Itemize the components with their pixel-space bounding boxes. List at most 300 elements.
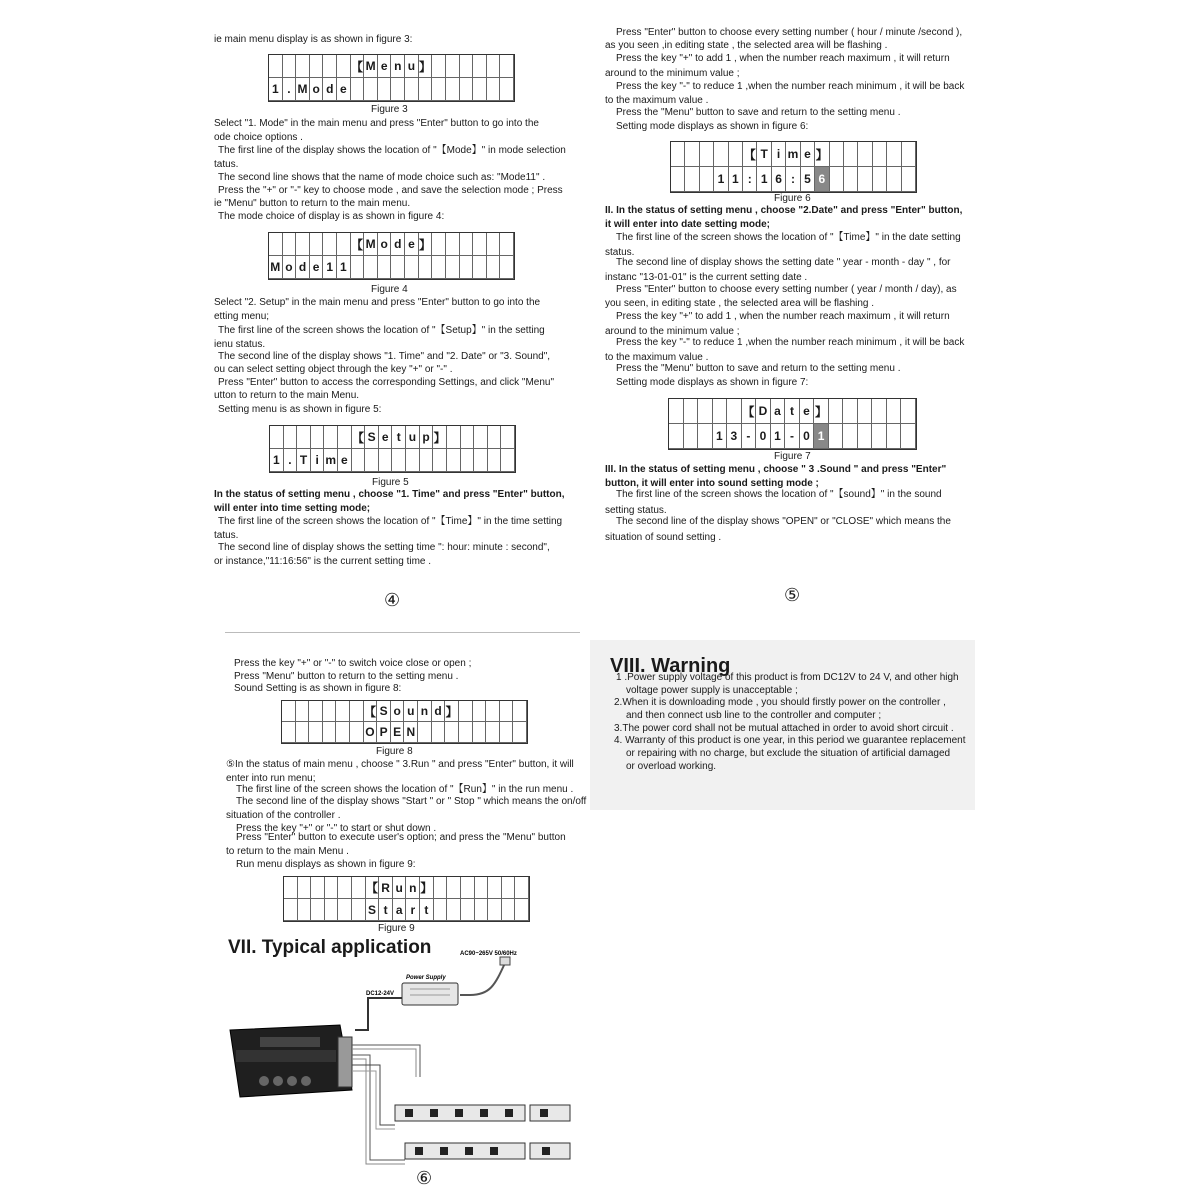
figure-6-caption: Figure 6 [774, 193, 811, 204]
section-title-warning: VIII. Warning [610, 655, 731, 677]
page5-text-line: Press "Enter" button to choose every setting number ( year / month / day), as [616, 284, 957, 295]
page4-text-line: The second line of display shows the setting time ": hour: minute : second", [218, 542, 550, 553]
lcd-cell [352, 449, 366, 472]
page-number-4: ④ [384, 590, 401, 611]
power-supply-icon [402, 983, 458, 1005]
lcd-cell: 0 [800, 424, 815, 449]
lcd-cell [419, 78, 433, 101]
lcd-cell [336, 701, 350, 722]
page6-text-line: Press the key "+" or "-" to start or shut down . [236, 823, 437, 834]
lcd-cell: e [378, 55, 392, 78]
lcd-cell [685, 167, 699, 192]
lcd-cell [729, 142, 743, 167]
lcd-cell: M [364, 55, 378, 78]
lcd-cell: e [800, 399, 815, 424]
lcd-cell [282, 722, 296, 743]
lcd-cell [858, 167, 872, 192]
figure-4-lcd [268, 232, 515, 280]
lcd-cell [447, 877, 461, 899]
lcd-cell [671, 167, 685, 192]
controller-device-icon [230, 1025, 352, 1097]
lcd-cell [500, 233, 514, 256]
lcd-cell [843, 424, 858, 449]
lcd-cell [270, 426, 284, 449]
page4-text-line: Select "1. Mode" in the main menu and press "Enter" button to go into the [214, 118, 539, 129]
lcd-cell [296, 55, 310, 78]
page5-text-line: situation of sound setting . [605, 532, 722, 543]
lcd-cell [474, 449, 488, 472]
lcd-cell: T [297, 449, 311, 472]
lcd-cell [446, 78, 460, 101]
page6-text-line: Press "Enter" button to execute user's option; and press the "Menu" button [236, 832, 566, 843]
page6-text-line: The second line of the display shows "Start " or " Stop " which means the on/off [236, 796, 587, 807]
figure-8-caption: Figure 8 [376, 746, 413, 757]
lcd-cell: . [284, 449, 298, 472]
lcd-cell [351, 256, 365, 279]
lcd-cell: 1 [757, 167, 771, 192]
lcd-cell: u [406, 426, 420, 449]
lcd-cell [830, 142, 844, 167]
page7-text-line: or overload working. [626, 761, 717, 772]
lcd-cell [843, 399, 858, 424]
lcd-cell [446, 55, 460, 78]
page6-text-line: situation of the controller . [226, 810, 341, 821]
lcd-cell [336, 722, 350, 743]
lcd-cell [447, 426, 461, 449]
lcd-cell [459, 701, 473, 722]
page4-text-line: Select "2. Setup" in the main menu and press "Enter" button to go into the [214, 297, 541, 308]
lcd-cell: m [786, 142, 800, 167]
figure-3-caption: Figure 3 [371, 104, 408, 115]
page4-text-line: tatus. [214, 159, 239, 170]
lcd-cell: M [296, 78, 310, 101]
lcd-cell [298, 877, 312, 899]
lcd-cell [669, 399, 684, 424]
page5-text-line: Press the "Menu" button to save and return to the setting menu . [616, 107, 901, 118]
lcd-cell: i [772, 142, 786, 167]
lcd-cell: 1 [771, 424, 786, 449]
page4-text-line: The first line of the screen shows the location of "【Time】" in the time setting [218, 516, 563, 527]
lcd-cell [487, 78, 501, 101]
lcd-cell: M [364, 233, 378, 256]
lcd-cell [502, 877, 516, 899]
lcd-cell [434, 899, 448, 921]
page4-text-line: Setting menu is as shown in figure 5: [218, 404, 382, 415]
page5-text-line: as you seen ,in editing state , the selected area will be flashing . [605, 40, 888, 51]
page5-text-line: button, it will enter into sound setting mode ; [605, 478, 819, 489]
lcd-cell [698, 424, 713, 449]
lcd-cell [284, 877, 298, 899]
lcd-cell [475, 899, 489, 921]
lcd-cell [432, 256, 446, 279]
lcd-cell [434, 877, 448, 899]
lcd-cell [310, 233, 324, 256]
lcd-cell [311, 877, 325, 899]
lcd-cell [698, 399, 713, 424]
lcd-cell: 1 [814, 424, 829, 449]
power-supply-label: Power Supply [406, 975, 446, 981]
lcd-cell [323, 722, 337, 743]
figure-7-lcd [668, 398, 917, 450]
lcd-cell [309, 701, 323, 722]
lcd-cell: t [420, 899, 434, 921]
lcd-cell [487, 55, 501, 78]
lcd-cell [459, 722, 473, 743]
lcd-cell [269, 233, 283, 256]
lcd-cell [515, 877, 529, 899]
page6-text-line: Press the key "+" or "-" to switch voice close or open ; [234, 658, 472, 669]
lcd-cell: r [406, 899, 420, 921]
lcd-cell [378, 256, 392, 279]
ac-input-label: AC90~265V 50/60Hz [460, 951, 517, 957]
lcd-cell: - [742, 424, 757, 449]
lcd-cell: d [391, 233, 405, 256]
lcd-cell [488, 426, 502, 449]
page5-text-line: it will enter into date setting mode; [605, 219, 771, 230]
lcd-cell: 】 [433, 426, 447, 449]
lcd-cell [337, 55, 351, 78]
lcd-cell: 1 [270, 449, 284, 472]
lcd-cell [486, 722, 500, 743]
lcd-cell [325, 899, 339, 921]
page5-text-line: Setting mode displays as shown in figure 7: [616, 377, 809, 388]
page6-text-line: Press "Menu" button to return to the setting menu . [234, 671, 459, 682]
lcd-cell [391, 256, 405, 279]
lcd-cell [474, 426, 488, 449]
page5-text-line: II. In the status of setting menu , choose "2.Date" and press "Enter" button, [605, 205, 963, 216]
lcd-cell [460, 55, 474, 78]
lcd-cell [269, 55, 283, 78]
lcd-cell [513, 701, 527, 722]
lcd-cell [283, 55, 297, 78]
lcd-cell: n [406, 877, 420, 899]
lcd-cell: : [786, 167, 800, 192]
page7-text-line: 4. Warranty of this product is one year, in this period we guarantee replacement [614, 735, 966, 746]
lcd-cell [473, 256, 487, 279]
lcd-cell [365, 449, 379, 472]
page5-text-line: instanc "13-01-01" is the current setting date . [605, 272, 808, 283]
section-title-typical-application: VII. Typical application [228, 937, 432, 958]
lcd-cell [350, 722, 364, 743]
lcd-cell [350, 701, 364, 722]
lcd-cell [420, 449, 434, 472]
lcd-cell [873, 142, 887, 167]
page5-text-line: Press the key "+" to add 1 , when the number reach maximum , it will return [616, 311, 950, 322]
lcd-cell: S [365, 426, 379, 449]
page5-text-line: status. [605, 247, 635, 258]
lcd-cell [461, 449, 475, 472]
page4-text-line: In the status of setting menu , choose "1. Time" and press "Enter" button, [214, 489, 565, 500]
lcd-cell: 1 [323, 256, 337, 279]
lcd-cell: t [379, 899, 393, 921]
lcd-cell: 【 [742, 399, 757, 424]
lcd-cell [714, 142, 728, 167]
lcd-cell [844, 167, 858, 192]
page5-text-line: Press the "Menu" button to save and return to the setting menu . [616, 363, 901, 374]
lcd-cell [473, 233, 487, 256]
lcd-cell: d [296, 256, 310, 279]
figure-9-lcd [283, 876, 530, 922]
lcd-cell [405, 78, 419, 101]
lcd-cell [473, 701, 487, 722]
lcd-cell [500, 256, 514, 279]
page4-text-line: etting menu; [214, 311, 270, 322]
lcd-cell: O [364, 722, 378, 743]
lcd-cell [684, 424, 699, 449]
lcd-cell [432, 78, 446, 101]
lcd-cell: 】 [419, 233, 433, 256]
lcd-cell: 1 [337, 256, 351, 279]
lcd-cell: a [771, 399, 786, 424]
lcd-cell [323, 55, 337, 78]
led-strip-4-icon [530, 1143, 570, 1159]
lcd-cell [379, 449, 393, 472]
lcd-cell [406, 449, 420, 472]
page7-text-line: 3.The power cord shall not be mutual attached in order to avoid short circuit . [614, 723, 954, 734]
lcd-cell: 】 [419, 55, 433, 78]
dc-output-label: DC12-24V [366, 991, 395, 997]
lcd-cell: o [391, 701, 405, 722]
lcd-cell: 【 [364, 701, 378, 722]
lcd-cell: - [785, 424, 800, 449]
lcd-cell: E [391, 722, 405, 743]
lcd-cell [501, 426, 515, 449]
lcd-cell: e [801, 142, 815, 167]
lcd-cell: d [323, 78, 337, 101]
lcd-cell [298, 899, 312, 921]
lcd-cell [364, 256, 378, 279]
page4-text-line: or instance,"11:16:56" is the current setting time . [214, 556, 432, 567]
lcd-cell [515, 899, 529, 921]
lcd-cell [887, 424, 902, 449]
lcd-cell [873, 167, 887, 192]
ac-plug-icon [500, 957, 510, 965]
page-number-5: ⑤ [784, 585, 801, 606]
page6-text-line: ⑤In the status of main menu , choose " 3.Run " and press "Enter" button, it will [226, 759, 574, 770]
lcd-cell: n [391, 55, 405, 78]
page5-text-line: The second line of the display shows "OPEN" or "CLOSE" which means the [616, 516, 951, 527]
lcd-cell: e [310, 256, 324, 279]
page7-text-line: voltage power supply is unacceptable ; [626, 685, 798, 696]
lcd-cell [283, 233, 297, 256]
lcd-cell: 3 [727, 424, 742, 449]
page4-text-line: ie "Menu" button to return to the main menu. [214, 198, 411, 209]
lcd-cell: 1 [713, 424, 728, 449]
lcd-cell [700, 142, 714, 167]
lcd-cell [488, 877, 502, 899]
lcd-cell [392, 449, 406, 472]
lcd-cell [685, 142, 699, 167]
lcd-cell [887, 399, 902, 424]
page4-text-line: Press the "+" or "-" key to choose mode , and save the selection mode ; Press [218, 185, 563, 196]
lcd-cell [352, 899, 366, 921]
lcd-cell [500, 78, 514, 101]
lcd-cell: u [393, 877, 407, 899]
lcd-cell [446, 233, 460, 256]
page4-text-line: The first line of the screen shows the location of "【Setup】" in the setting [218, 325, 545, 336]
lcd-cell [887, 142, 901, 167]
lcd-cell [405, 256, 419, 279]
page6-text-line: Sound Setting is as shown in figure 8: [234, 683, 402, 694]
page4-text-line: Press "Enter" button to access the corresponding Settings, and click "Menu" [218, 377, 555, 388]
lcd-cell [513, 722, 527, 743]
lcd-cell: 】 [814, 399, 829, 424]
lcd-cell [461, 426, 475, 449]
lcd-cell [902, 142, 916, 167]
lcd-cell [460, 78, 474, 101]
lcd-cell [418, 722, 432, 743]
lcd-cell: m [324, 449, 338, 472]
page5-text-line: around to the minimum value ; [605, 68, 740, 79]
page4-text-line: ode choice options . [214, 132, 303, 143]
lcd-cell [473, 55, 487, 78]
lcd-cell [311, 899, 325, 921]
lcd-cell: 1 [729, 167, 743, 192]
lcd-cell [447, 899, 461, 921]
lcd-cell: S [366, 899, 380, 921]
lcd-cell: e [379, 426, 393, 449]
lcd-cell [669, 424, 684, 449]
lcd-cell: o [310, 78, 324, 101]
lcd-cell [684, 399, 699, 424]
lcd-cell: T [757, 142, 771, 167]
page-divider [225, 632, 580, 633]
lcd-cell [338, 899, 352, 921]
figure-3-lcd [268, 54, 515, 102]
lcd-cell: e [338, 449, 352, 472]
lcd-cell: M [269, 256, 283, 279]
lcd-cell [475, 877, 489, 899]
lcd-cell: : [743, 167, 757, 192]
lcd-cell [858, 142, 872, 167]
lcd-cell [282, 701, 296, 722]
page5-text-line: The first line of the screen shows the location of "【Time】" in the date setting [616, 232, 961, 243]
lcd-cell [338, 426, 352, 449]
lcd-cell: D [756, 399, 771, 424]
page-number-6: ⑥ [416, 1168, 433, 1189]
lcd-cell: 】 [815, 142, 829, 167]
lcd-cell [727, 399, 742, 424]
lcd-cell [473, 78, 487, 101]
lcd-cell: 【 [351, 55, 365, 78]
lcd-cell: 0 [756, 424, 771, 449]
page4-text-line: The first line of the display shows the location of "【Mode】" in mode selection [218, 145, 566, 156]
page6-text-line: enter into run menu; [226, 773, 316, 784]
lcd-cell [829, 399, 844, 424]
lcd-cell [309, 722, 323, 743]
lcd-cell [391, 78, 405, 101]
lcd-cell [310, 55, 324, 78]
lcd-cell: n [418, 701, 432, 722]
lcd-cell [460, 256, 474, 279]
lcd-cell [700, 167, 714, 192]
lcd-cell: a [393, 899, 407, 921]
lcd-cell [500, 701, 514, 722]
lcd-cell [284, 426, 298, 449]
lcd-cell [486, 701, 500, 722]
lcd-cell [325, 877, 339, 899]
lcd-cell: 【 [351, 233, 365, 256]
page4-text-line: ie main menu display is as shown in figure 3: [214, 34, 413, 45]
lcd-cell: u [404, 701, 418, 722]
lcd-cell [461, 899, 475, 921]
lcd-cell [460, 233, 474, 256]
lcd-cell [323, 701, 337, 722]
lcd-cell [433, 449, 447, 472]
page4-text-line: will enter into time setting mode; [214, 503, 371, 514]
lcd-cell [844, 142, 858, 167]
figure-9-caption: Figure 9 [378, 923, 415, 934]
lcd-cell: S [377, 701, 391, 722]
lcd-cell: 】 [420, 877, 434, 899]
page6-text-line: to return to the main Menu . [226, 846, 349, 857]
page7-text-line: 1 .Power supply voltage of this product is from DC12V to 24 V, and other high [616, 672, 959, 683]
lcd-cell [713, 399, 728, 424]
lcd-cell [901, 399, 916, 424]
lcd-cell: 6 [815, 167, 829, 192]
lcd-cell [829, 424, 844, 449]
lcd-cell [378, 78, 392, 101]
led-strip-2-icon [530, 1105, 570, 1121]
lcd-cell [419, 256, 433, 279]
lcd-cell: i [311, 449, 325, 472]
lcd-cell [887, 167, 901, 192]
lcd-cell [872, 399, 887, 424]
page4-text-line: utton to return to the main Menu. [214, 390, 360, 401]
lcd-cell [858, 424, 873, 449]
lcd-cell [324, 426, 338, 449]
lcd-cell [311, 426, 325, 449]
page5-text-line: you seen, in editing state , the selected area will be flashing . [605, 298, 875, 309]
page5-text-line: Press the key "+" to add 1 , when the number reach maximum , it will return [616, 53, 950, 64]
page5-text-line: setting status. [605, 505, 667, 516]
page5-text-line: to the maximum value . [605, 352, 709, 363]
lcd-cell: 1 [714, 167, 728, 192]
figure-6-lcd [670, 141, 917, 193]
lcd-cell: 【 [366, 877, 380, 899]
page6-text-line: The first line of the screen shows the location of "【Run】" in the run menu . [236, 784, 574, 795]
figure-4-caption: Figure 4 [371, 284, 408, 295]
page4-text-line: The second line of the display shows "1. Time" and "2. Date" or "3. Sound", [218, 351, 551, 362]
lcd-cell [432, 55, 446, 78]
lcd-cell [432, 722, 446, 743]
page5-text-line: around to the minimum value ; [605, 326, 740, 337]
lcd-cell [338, 877, 352, 899]
lcd-cell [337, 233, 351, 256]
lcd-cell [323, 233, 337, 256]
lcd-cell: u [405, 55, 419, 78]
page5-text-line: Setting mode displays as shown in figure 6: [616, 121, 809, 132]
lcd-cell [473, 722, 487, 743]
lcd-cell [432, 233, 446, 256]
lcd-cell: N [404, 722, 418, 743]
page4-text-line: tatus. [214, 530, 239, 541]
lcd-cell: d [432, 701, 446, 722]
lcd-cell [447, 449, 461, 472]
lcd-cell: P [377, 722, 391, 743]
dc-cable [355, 998, 402, 1030]
lcd-cell [872, 424, 887, 449]
lcd-cell [488, 449, 502, 472]
page5-text-line: Press the key "-" to reduce 1 ,when the number reach minimum , it will be back [616, 81, 965, 92]
lcd-cell [502, 899, 516, 921]
lcd-cell [488, 899, 502, 921]
led-strip-1-icon [395, 1105, 525, 1121]
lcd-cell [446, 256, 460, 279]
page7-text-line: 2.When it is downloading mode , you should firstly power on the controller , [614, 697, 946, 708]
page5-text-line: Press the key "-" to reduce 1 ,when the number reach minimum , it will be back [616, 337, 965, 348]
lcd-cell [858, 399, 873, 424]
